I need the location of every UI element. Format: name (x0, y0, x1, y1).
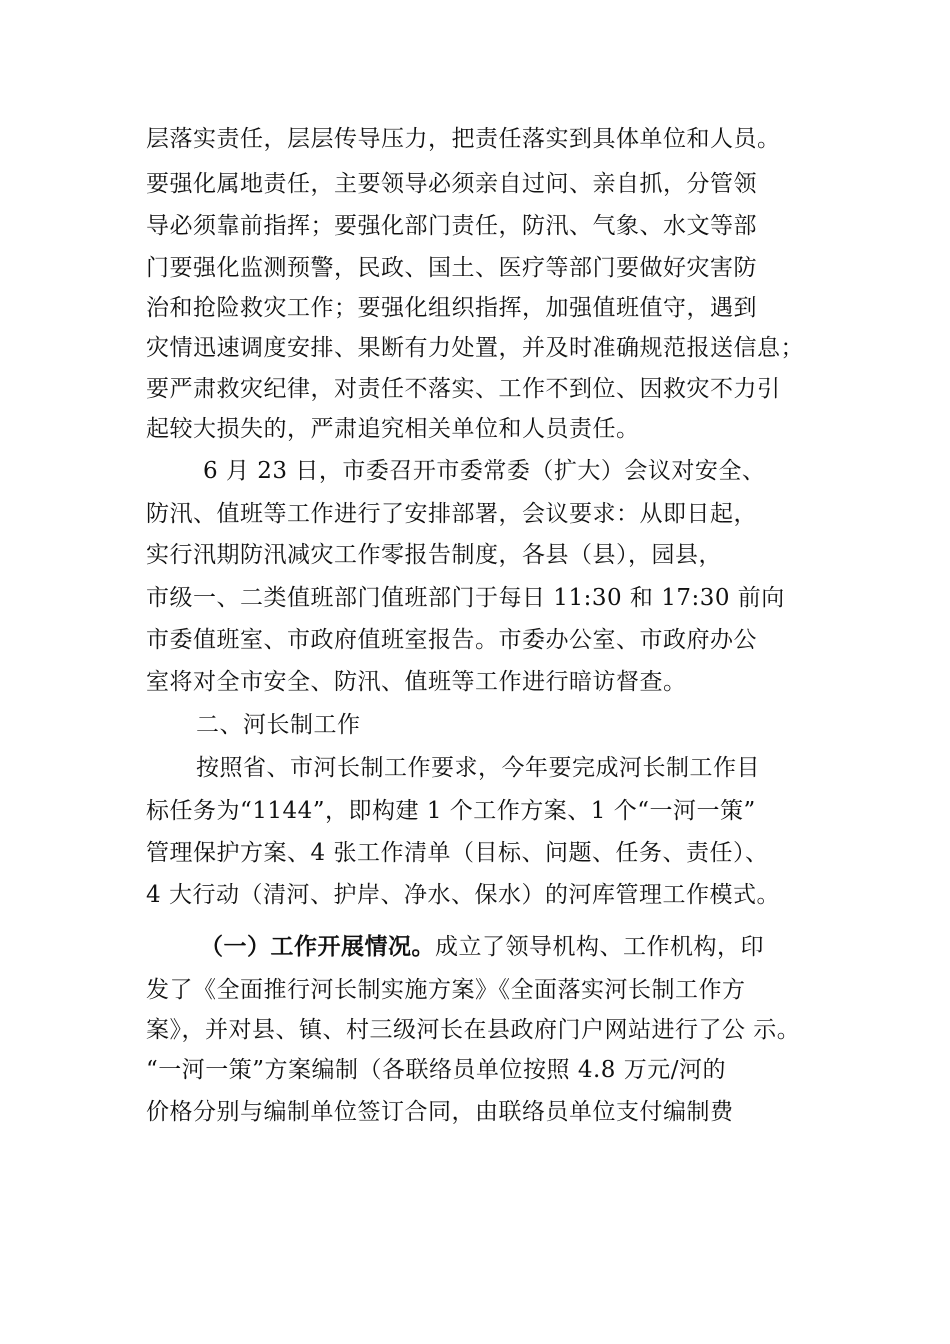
p3-line-1: 按照省、市河长制工作要求，今年要完成河长制工作目 (196, 755, 760, 781)
p3-line-2: 标任务为“1144”，即构建 1 个工作方案、1 个“一河一策” (146, 798, 756, 824)
p2-line-6: 室将对全市安全、防汛、值班等工作进行暗访督查。 (146, 669, 687, 695)
p3-line-3: 管理保护方案、4 张工作清单（目标、问题、任务、责任）、 (146, 840, 769, 866)
p2-line-1: 6 月 23 日，市委召开市委常委（扩大）会议对安全、 (203, 458, 766, 484)
p1-line-6: 灾情迅速调度安排、果断有力处置，并及时准确规范报送信息； (146, 335, 804, 361)
p3-line-4: 4 大行动（清河、护岸、净水、保水）的河库管理工作模式。 (146, 882, 780, 908)
p4-line-4: “一河一策”方案编制（各联络员单位按照 4.8 万元/河的 (146, 1057, 726, 1083)
p1-line-4: 门要强化监测预警，民政、国土、医疗等部门要做好灾害防 (146, 255, 757, 281)
p4-line-3: 案》，并对县、镇、村三级河长在县政府门户网站进行了公 示。 (146, 1017, 801, 1043)
section-heading: 二、河长制工作 (196, 712, 361, 738)
p1-line-7: 要严肃救灾纪律，对责任不落实、工作不到位、因救灾不力引 (146, 376, 781, 402)
p4-line-1 (200, 932, 764, 962)
p4-line-1-text: 成立了领导机构、工作机构，印 (435, 934, 764, 960)
p2-line-2: 防汛、值班等工作进行了安排部署，会议要求：从即日起， (146, 501, 757, 527)
p4-bold-lead: （一）工作开展情况。 (200, 934, 435, 960)
p2-line-4: 市级一、二类值班部门值班部门于每日 11:30 和 17:30 前向 (146, 585, 785, 611)
p2-line-3: 实行汛期防汛减灾工作零报告制度，各县（县），园县， (146, 542, 722, 568)
p2-line-5: 市委值班室、市政府值班室报告。市委办公室、市政府办公 (146, 627, 757, 653)
p4-line-5: 价格分别与编制单位签订合同，由联络员单位支付编制费 (146, 1099, 734, 1125)
p1-line-3: 导必须靠前指挥；要强化部门责任，防汛、气象、水文等部 (146, 213, 757, 239)
p4-line-2: 发了《全面推行河长制实施方案》《全面落实河长制工作方 (146, 977, 746, 1003)
p1-line-8: 起较大损失的，严肃追究相关单位和人员责任。 (146, 416, 640, 442)
p1-line-5: 治和抢险救灾工作；要强化组织指挥，加强值班值守，遇到 (146, 295, 757, 321)
p1-line-1: 层落实责任，层层传导压力，把责任落实到具体单位和人员。 (146, 126, 781, 152)
p1-line-2: 要强化属地责任，主要领导必须亲自过问、亲自抓，分管领 (146, 171, 757, 197)
